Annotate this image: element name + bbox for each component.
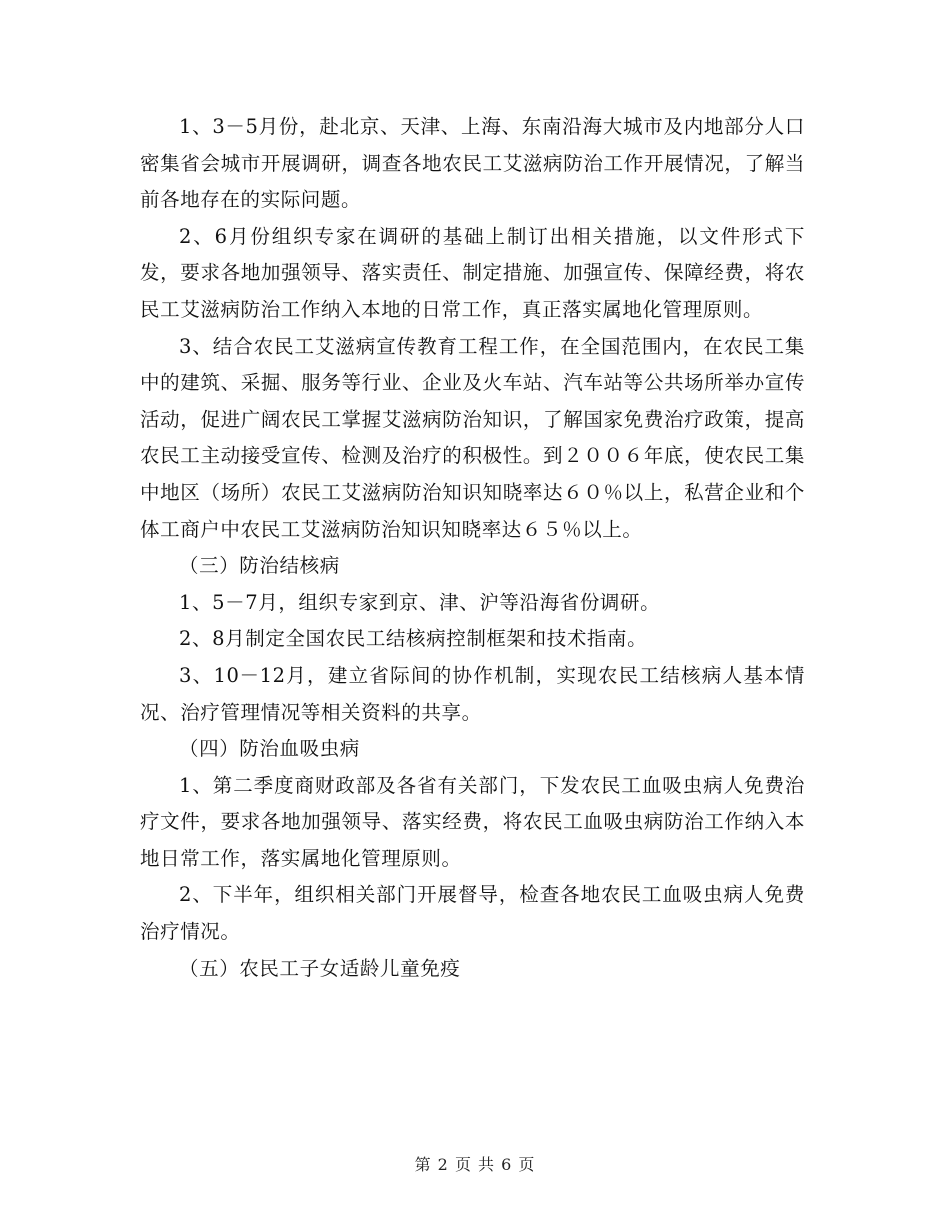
document-body — [140, 109, 805, 987]
section-heading-child-immunization: （五）农民工子女适龄儿童免疫 — [179, 956, 461, 980]
section-heading-schistosomiasis: （四）防治血吸虫病 — [179, 737, 360, 761]
paragraph-schisto-supervision: 2、下半年，组织相关部门开展督导，检查各地农民工血吸虫病人免费治疗情况。 — [140, 883, 805, 944]
paragraph-tb-framework: 2、8月制定全国农民工结核病控制框架和技术指南。 — [179, 627, 648, 651]
paragraph-aids-research: 1、3－5月份，赴北京、天津、上海、东南沿海大城市及内地部分人口密集省会城市开展调研，调查各地农民工艾滋病防治工作开展情况，了解当前各地存在的实际问题。 — [140, 115, 805, 212]
paragraph-schisto-treatment-document: 1、第二季度商财政部及各省有关部门，下发农民工血吸虫病人免费治疗文件，要求各地加强领导、落实经费，将农民工血吸虫病防治工作纳入本地日常工作，落实属地化管理原则。 — [140, 773, 805, 870]
section-heading-tuberculosis: （三）防治结核病 — [179, 554, 340, 578]
paragraph-aids-measures: 2、6月份组织专家在调研的基础上制订出相关措施，以文件形式下发，要求各地加强领导、落实责任、制定措施、加强宣传、保障经费，将农民工艾滋病防治工作纳入本地的日常工作，真正落实属地化管理原则。 — [140, 224, 805, 321]
paragraph-aids-education: 3、结合农民工艾滋病宣传教育工程工作，在全国范围内，在农民工集中的建筑、采掘、服务等行业、企业及火车站、汽车站等公共场所举办宣传活动，促进广阔农民工掌握艾滋病防治知识，了解国家免费治疗政策，提高农民工主动接受宣传、检测及治疗的积极性。到２００６年底，使农民工集中地区（场所）农民工艾滋病防治知识知晓率达６０％以上，私营企业和个体工商户中农民工艾滋病防治知识知晓率达６５％以上。 — [140, 334, 805, 541]
page-number-footer: 第 2 页 共 6 页 — [414, 1155, 536, 1174]
paragraph-tb-research: 1、5－7月，组织专家到京、津、沪等沿海省份调研。 — [179, 590, 661, 614]
paragraph-tb-cooperation: 3、10－12月，建立省际间的协作机制，实现农民工结核病人基本情况、治疗管理情况等相关资料的共享。 — [140, 663, 805, 724]
